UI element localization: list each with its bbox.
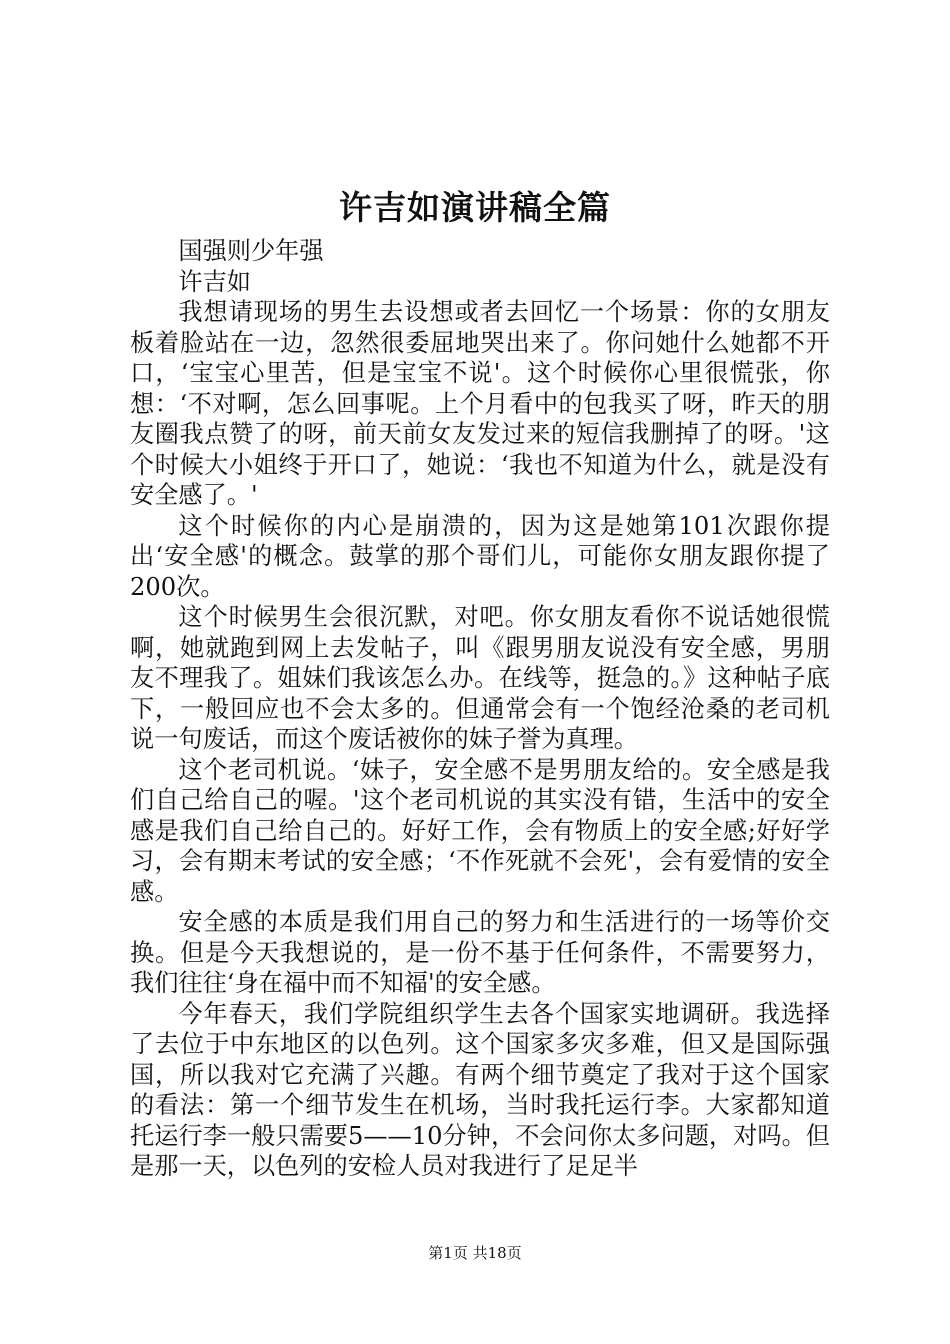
- body-paragraph: 我想请现场的男生去设想或者去回忆一个场景：你的女朋友板着脸站在一边，忽然很委屈地哭出来了。你问她什么她都不开口，‘宝宝心里苦，但是宝宝不说'。这个时候你心里很慌张，你想：‘不对啊，怎么回事呢。上个月看中的包我买了呀，昨天的朋友圈我点赞了的呀，前天前女友发过来的短信我删掉了的呀。'这个时候大小姐终于开口了，她说：‘我也不知道为什么，就是没有安全感了。': [130, 298, 830, 509]
- body-paragraph: 今年春天，我们学院组织学生去各个国家实地调研。我选择了去位于中东地区的以色列。这个国家多灾多难，但又是国际强国，所以我对它充满了兴趣。有两个细节奠定了我对于这个国家的看法：第一个细节发生在机场，当时我托运行李。大家都知道托运行李一般只需要5——10分钟，不会问你太多问题，对吗。但是那一天，以色列的安检人员对我进行了足足半: [130, 999, 830, 1180]
- author-line: 许吉如: [178, 267, 251, 296]
- body-paragraph: 这个时候男生会很沉默，对吧。你女朋友看你不说话她很慌啊，她就跑到网上去发帖子，叫《跟男朋友说没有安全感，男朋友不理我了。姐妹们我该怎么办。在线等，挺急的。》这种帖子底下，一般回应也不会太多的。但通常会有一个饱经沧桑的老司机说一句废话，而这个废话被你的妹子誉为真理。: [130, 603, 830, 753]
- body-paragraph: 安全感的本质是我们用自己的努力和生活进行的一场等价交换。但是今天我想说的，是一份不基于任何条件，不需要努力，我们往往‘身在福中而不知福'的安全感。: [130, 908, 830, 997]
- document-body: [130, 236, 830, 1182]
- subtitle-line: 国强则少年强: [178, 237, 324, 265]
- document-title: 许吉如演讲稿全篇: [339, 188, 611, 227]
- body-paragraph: 这个老司机说。‘妹子，安全感不是男朋友给的。安全感是我们自己给自己的喔。'这个老司机说的其实没有错，生活中的安全感是我们自己给自己的。好好工作，会有物质上的安全感;好好学习，会有期末考试的安全感；‘不作死就不会死'，会有爱情的安全感。: [130, 755, 830, 906]
- body-paragraph: 这个时候你的内心是崩溃的，因为这是她第101次跟你提出‘安全感'的概念。鼓掌的那个哥们儿，可能你女朋友跟你提了200次。: [130, 511, 830, 601]
- page-footer: 第1页 共18页: [428, 1244, 522, 1262]
